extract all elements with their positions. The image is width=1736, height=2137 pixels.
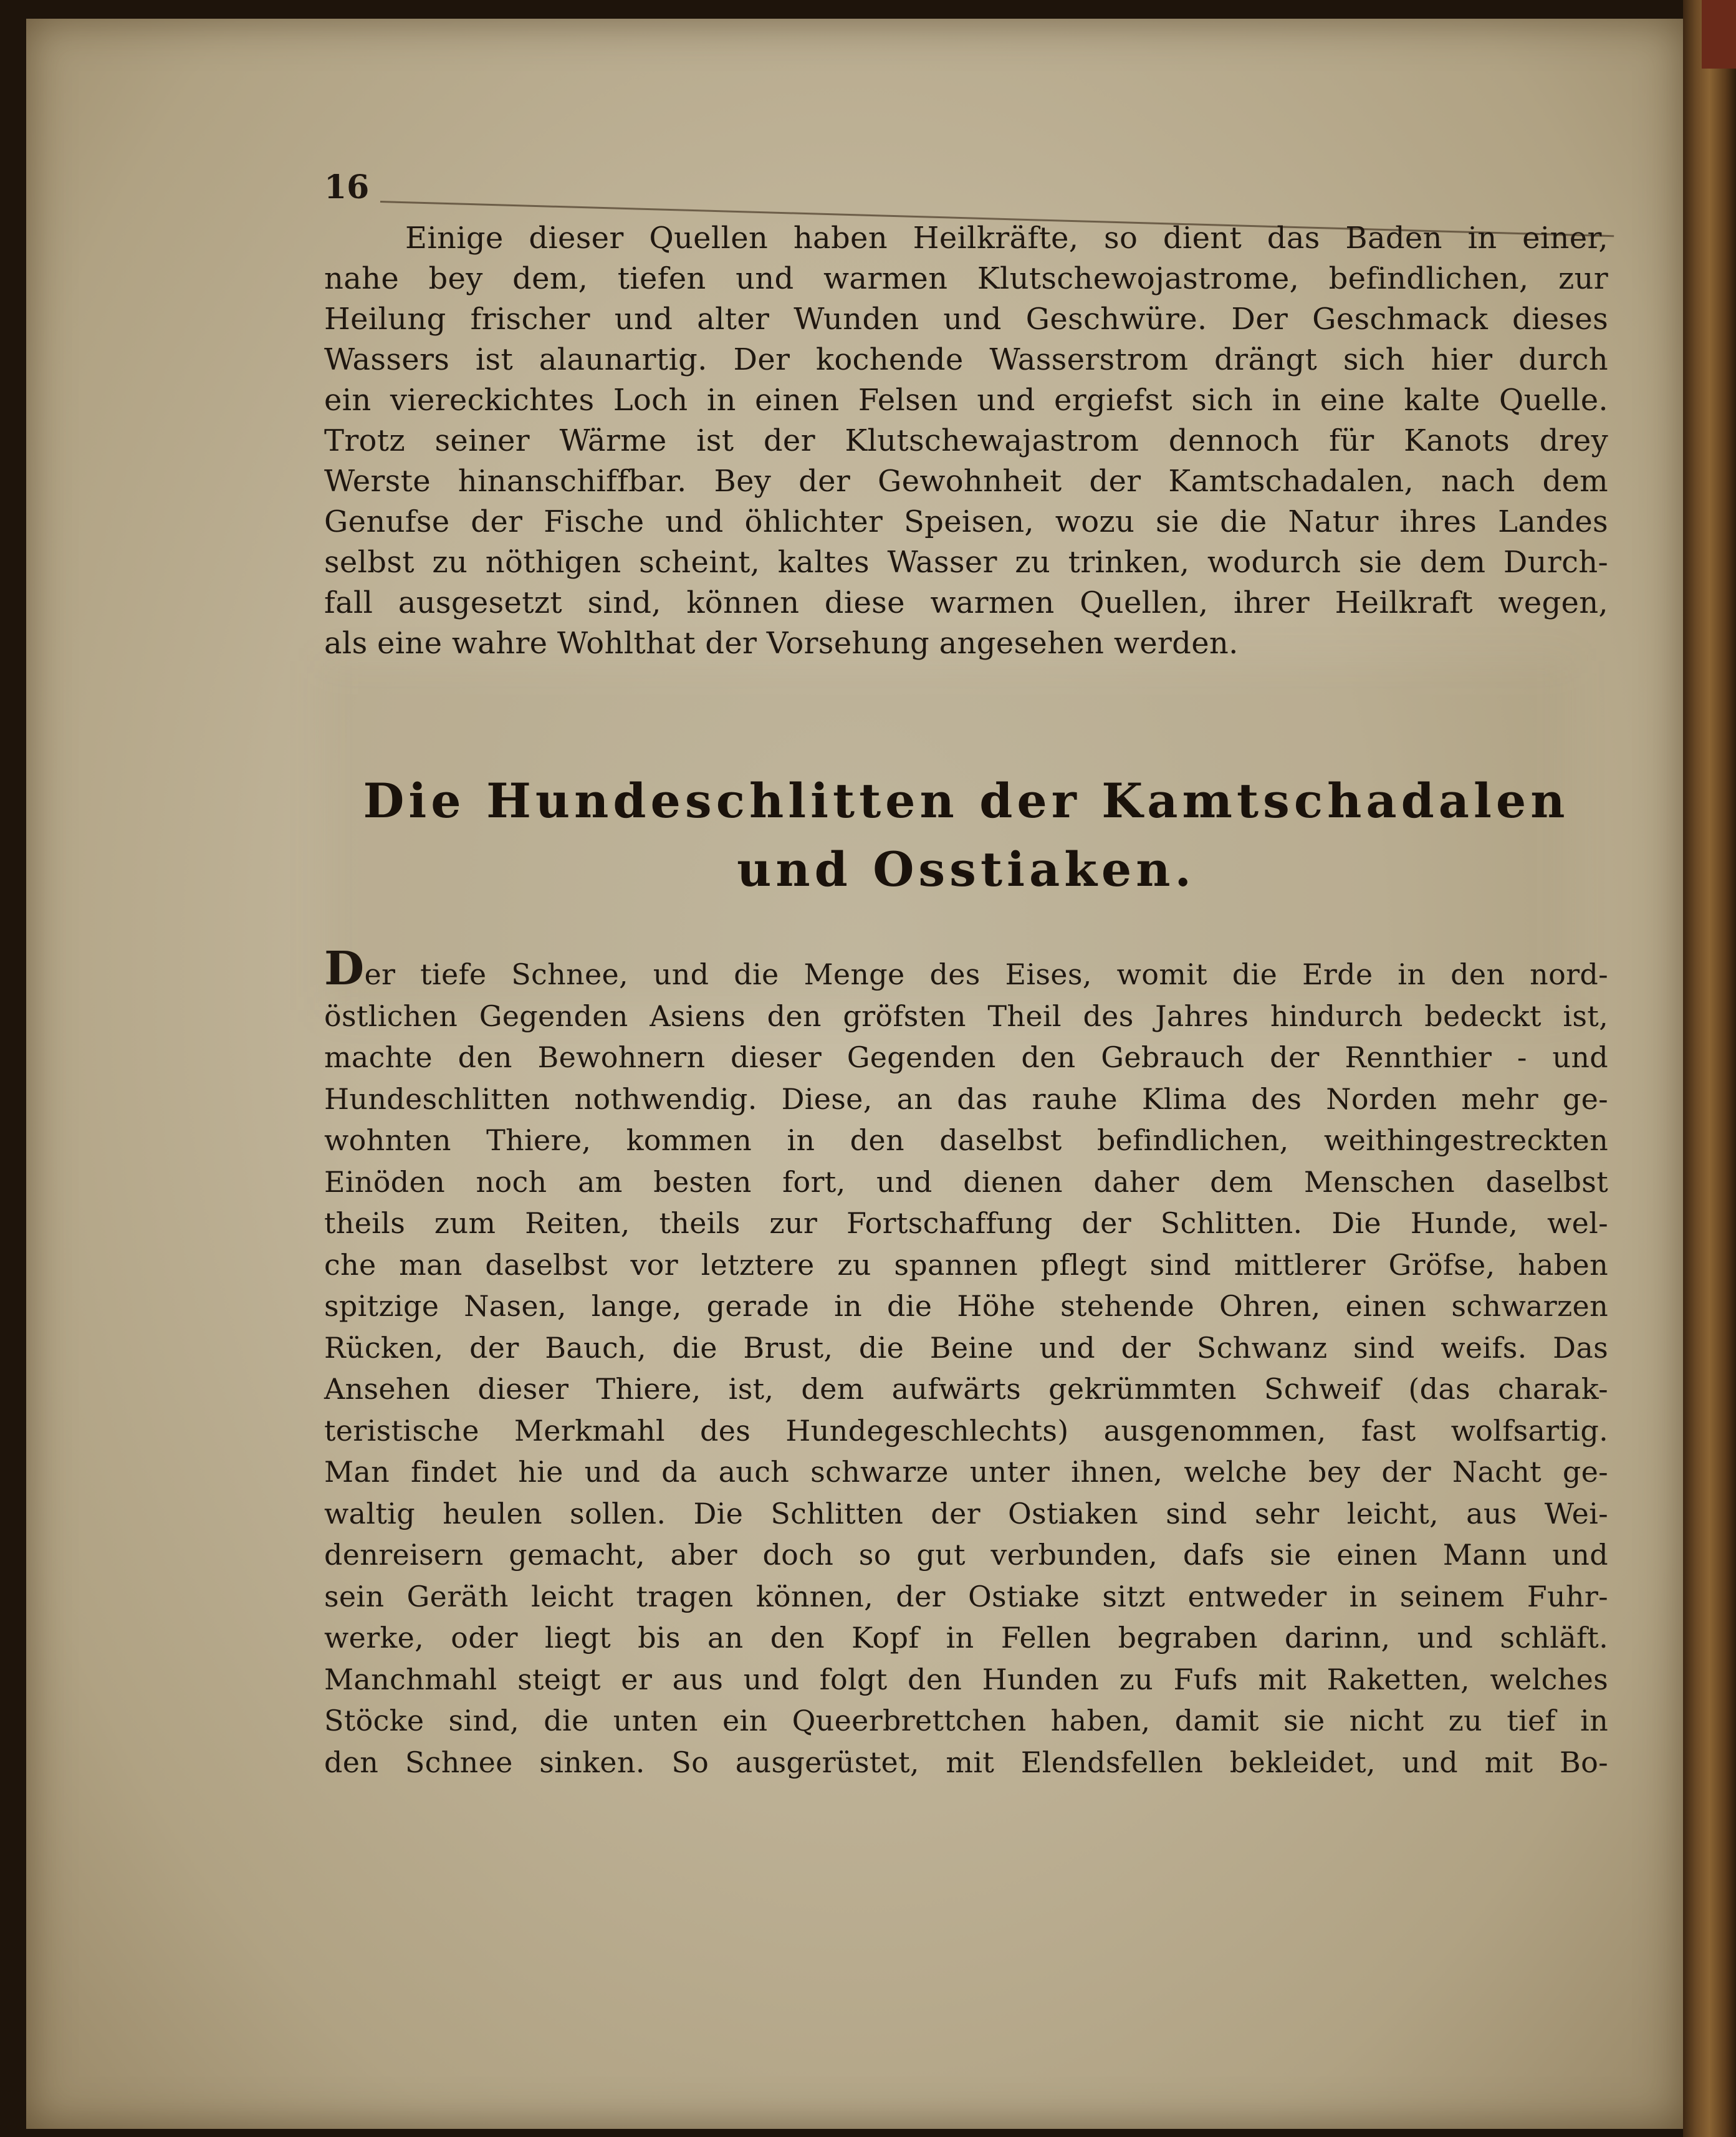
text-line: waltig heulen sollen. Die Schlitten der Ostiaken sind sehr leicht, aus Wei- bbox=[324, 1496, 1608, 1530]
text-line: Trotz seiner Wärme ist der Klutschewajastrom dennoch für Kanots drey bbox=[324, 423, 1608, 458]
text-line: den Schnee sinken. So ausgerüstet, mit Elendsfellen bekleidet, und mit Bo- bbox=[324, 1745, 1608, 1779]
text-line: als eine wahre Wohlthat der Vorsehung angesehen werden. bbox=[324, 626, 1239, 661]
text-line: selbst zu nöthigen scheint, kaltes Wasser zu trinken, wodurch sie dem Durch- bbox=[324, 545, 1608, 580]
text-line: machte den Bewohnern dieser Gegenden den Gebrauch der Rennthier - und bbox=[324, 1040, 1608, 1074]
text-line: Stöcke sind, die unten ein Queerbrettchen haben, damit sie nicht zu tief in bbox=[324, 1704, 1608, 1737]
text-line: ein viereckichtes Loch in einen Felsen und ergiefst sich in eine kalte Quelle. bbox=[324, 383, 1608, 418]
book-spine bbox=[1683, 0, 1736, 2137]
text-line: Hundeschlitten nothwendig. Diese, an das rauhe Klima des Norden mehr ge- bbox=[324, 1082, 1608, 1116]
text-line: Rücken, der Bauch, die Brust, die Beine und der Schwanz sind weifs. Das bbox=[324, 1330, 1608, 1365]
text-line: Man findet hie und da auch schwarze unter ihnen, welche bey der Nacht ge- bbox=[324, 1455, 1608, 1489]
text-line: denreisern gemacht, aber doch so gut verbunden, dafs sie einen Mann und bbox=[324, 1538, 1608, 1572]
paragraph-dog-sleds bbox=[324, 942, 1608, 1783]
text-line: fall ausgesetzt sind, können diese warmen Quellen, ihrer Heilkraft wegen, bbox=[324, 585, 1608, 620]
text-line: Werste hinanschiffbar. Bey der Gewohnheit der Kamtschadalen, nach dem bbox=[324, 464, 1608, 499]
text-line: Ansehen dieser Thiere, ist, dem aufwärts gekrümmten Schweif (das charak- bbox=[324, 1372, 1608, 1406]
text-line: Wassers ist alaunartig. Der kochende Wasserstrom drängt sich hier durch bbox=[324, 342, 1608, 377]
text-line: werke, oder liegt bis an den Kopf in Fellen begraben darinn, und schläft. bbox=[324, 1621, 1608, 1654]
first-line-text: er tiefe Schnee, und die Menge des Eises, womit die Erde in den nord- bbox=[364, 958, 1608, 991]
text-line: wohnten Thiere, kommen in den daselbst befindlichen, weithingestreckten bbox=[324, 1123, 1608, 1157]
page-number: 16 bbox=[324, 168, 370, 206]
text-line: theils zum Reiten, theils zur Fortschaffung der Schlitten. Die Hunde, wel- bbox=[324, 1206, 1608, 1240]
text-line: Manchmahl steigt er aus und folgt den Hunden zu Fufs mit Raketten, welches bbox=[324, 1662, 1608, 1696]
text-line: Heilung frischer und alter Wunden und Geschwüre. Der Geschmack dieses bbox=[324, 302, 1608, 337]
heading-line-2: und Osstiaken. bbox=[737, 842, 1196, 897]
text-line: spitzige Nasen, lange, gerade in die Höhe stehende Ohren, einen schwarzen bbox=[324, 1289, 1608, 1323]
text-line-first bbox=[324, 942, 1608, 996]
text-line: sein Geräth leicht tragen können, der Ostiake sitzt entweder in seinem Fuhr- bbox=[324, 1579, 1608, 1613]
text-line: Genufse der Fische und öhlichter Speisen, wozu sie die Natur ihres Landes bbox=[324, 504, 1608, 539]
text-line: che man daselbst vor letztere zu spannen pflegt sind mittlerer Gröfse, haben bbox=[324, 1247, 1608, 1282]
section-heading bbox=[324, 767, 1608, 904]
text-line: Einöden noch am besten fort, und dienen daher dem Menschen daselbst bbox=[324, 1165, 1608, 1199]
text-line: nahe bey dem, tiefen und warmen Klutschewojastrome, befindlichen, zur bbox=[324, 261, 1608, 296]
book-cover-edge bbox=[1702, 0, 1736, 69]
heading-line-1: Die Hundeschlitten der Kamtschadalen bbox=[363, 773, 1570, 828]
text-line: teristische Merkmahl des Hundegeschlechts) ausgenommen, fast wolfsartig. bbox=[324, 1413, 1608, 1448]
text-line: östlichen Gegenden Asiens den gröfsten Theil des Jahres hindurch bedeckt ist, bbox=[324, 999, 1608, 1033]
paragraph-springs bbox=[324, 218, 1608, 664]
drop-cap: D bbox=[324, 942, 365, 996]
text-line: Einige dieser Quellen haben Heilkräfte, so dient das Baden in einer, bbox=[405, 221, 1608, 256]
